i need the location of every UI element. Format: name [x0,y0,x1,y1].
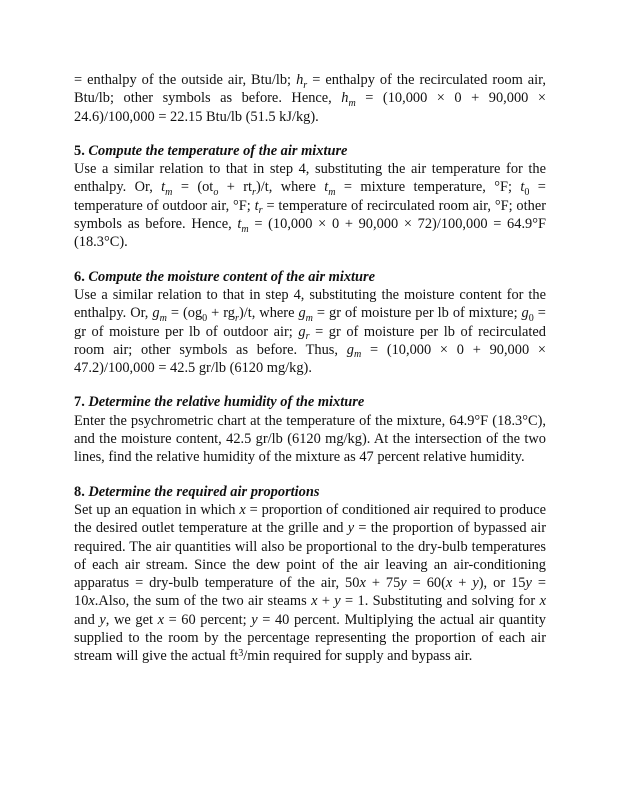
symbol-sub-r: r [252,187,256,198]
step-5-heading [74,142,546,160]
body-text: + 75 [371,575,401,592]
symbol-y: y [525,575,532,592]
symbol-y: y [251,611,258,628]
equation-part: )/t, where [238,305,295,322]
step-title: Compute the temperature of the air mixture [88,142,348,159]
body-text: = 60 percent; [168,611,247,628]
intro-text-a: = enthalpy of the outside air, Btu/lb; [74,72,292,88]
symbol-sub-m: m [305,312,313,324]
symbol-sub-0: 0 [528,312,534,324]
body-text: = gr of moisture per lb of mixture; [316,305,518,322]
step-6-section [74,268,546,378]
body-text: .Also, the sum of the two air steams [94,593,307,610]
body-text: = 40 percent. Multiplying the actual air quantity supplied to the room by the percentage representing the proportion of each air stream will give the actual ft [74,611,546,665]
symbol-sub-r: r [303,79,308,91]
symbol-sub-o: o [213,187,219,198]
equation-part: + rt [226,179,253,196]
step-8-section [74,483,546,666]
equation-part: + rg [211,305,235,322]
symbol-x: x [88,593,95,610]
body-text: = 10 [74,575,546,610]
step-title: Determine the required air proportions [88,483,320,500]
body-text: = gr of moisture per lb of recirculated room air; other symbols as before. Thus, [74,323,546,358]
body-text: = the proportion of bypassed air required. The air quantities will also be proportional to the dry-bulb temperatures of each air stream. Since the dew point of the air leaving an air-conditioning apparatus = dry-bulb temperature of the air, 50 [74,520,546,592]
symbol-sub-r: r [305,331,310,343]
intro-paragraph [74,71,546,126]
body-text: Use a similar relation to that in step 4, substituting the moisture content for the enthalpy. Or, [74,286,546,322]
symbol-g: g [298,323,306,340]
step-7-section [74,393,546,466]
body-text: + [321,593,330,610]
symbol-t: t [161,179,166,196]
step-number: 8. [74,483,85,500]
equation-part: = (ot [180,179,214,196]
symbol-y: y [400,575,407,592]
symbol-sub-m: m [159,312,167,324]
body-text: Use a similar relation to that in step 4, substituting the air temperature for the enthalpy. Or, [74,161,546,196]
symbol-x: x [157,611,164,628]
step-8-heading [74,483,546,501]
step-6-body [74,286,546,377]
body-text: = (10,000 × 0 + 90,000 × 47.2)/100,000 = 42.5 gr/lb (6120 mg/kg). [74,341,546,377]
symbol-sub-m: m [328,187,336,198]
step-8-body [74,501,546,666]
symbol-x: x [239,501,246,518]
symbol-y: y [347,520,355,537]
body-text: /min required for supply and bypass air. [243,648,473,665]
symbol-sub-0: 0 [202,312,208,324]
symbol-sub-m: m [353,349,362,361]
step-title: Compute the moisture content of the air mixture [88,268,376,285]
body-text: Set up an equation in which [74,501,236,518]
intro-text-b: = enthalpy of the recirculated room air, Btu/lb; other symbols as before. Hence, [74,72,546,107]
symbol-t: t [237,216,242,233]
body-text: = 1. Substituting and solving for [345,593,536,610]
symbol-sub-r: r [258,205,263,217]
symbol-sub-m: m [241,223,249,235]
symbol-x: x [445,575,453,592]
body-text: = proportion of conditioned air required to produce the desired outlet temperature at the grille and [74,501,547,537]
symbol-sub-r: r [235,312,239,324]
symbol-t: t [520,179,525,196]
body-text: and [74,611,95,628]
intro-text-c: = (10,000 × 0 + 90,000 × 24.6)/100,000 = 22.15 Btu/lb (51.5 kJ/kg). [74,90,546,125]
step-number: 7. [74,394,85,411]
symbol-y: y [99,611,106,628]
body-text: = gr of moisture per lb of outdoor air; [74,305,546,340]
symbol-x: x [539,593,546,610]
symbol-t: t [324,179,329,196]
body-text: ), or 15 [478,575,526,592]
step-5-body [74,160,546,251]
symbol-g: g [346,341,354,358]
step-number: 6. [74,268,85,285]
step-title: Determine the relative humidity of the mixture [88,394,365,411]
equation-part: = (og [170,305,203,322]
step-number: 5. [74,142,85,159]
superscript-3: 3 [238,647,244,659]
equation-part: )/t, where [255,179,316,196]
body-text: = mixture temperature, °F; [343,179,512,196]
symbol-g: g [298,305,306,322]
symbol-x: x [311,593,318,610]
step-6-heading [74,268,546,286]
body-text: = 60( [412,575,446,592]
step-7-body: Enter the psychrometric chart at the temperature of the mixture, 64.9°F (18.3°C), and the moisture content, 42.5 gr/lb (6120 mg/kg). At the intersection of the two lines, find the relative humidity of the mixture as 47 percent relative humidity. [74,412,546,466]
step-7-heading [74,393,546,411]
body-text: = temperature of recirculated room air, °F; other symbols as before. Hence, [74,197,546,233]
symbol-h: h [341,90,349,107]
symbol-g: g [521,305,529,322]
symbol-h: h [296,72,304,88]
symbol-sub-0: 0 [524,187,530,198]
step-5-section [74,142,546,252]
symbol-sub-m: m [348,97,356,109]
body-text: = temperature of outdoor air, °F; [74,179,546,214]
symbol-y: y [334,593,341,610]
symbol-y: y [472,575,479,592]
symbol-g: g [152,305,160,322]
symbol-x: x [359,575,366,592]
symbol-t: t [254,197,259,214]
body-text: = (10,000 × 0 + 90,000 × 72)/100,000 = 64.9°F (18.3°C). [74,216,547,251]
body-text: + [458,575,467,592]
document-page [74,71,546,666]
symbol-sub-m: m [165,187,173,198]
body-text: , we get [105,611,153,628]
